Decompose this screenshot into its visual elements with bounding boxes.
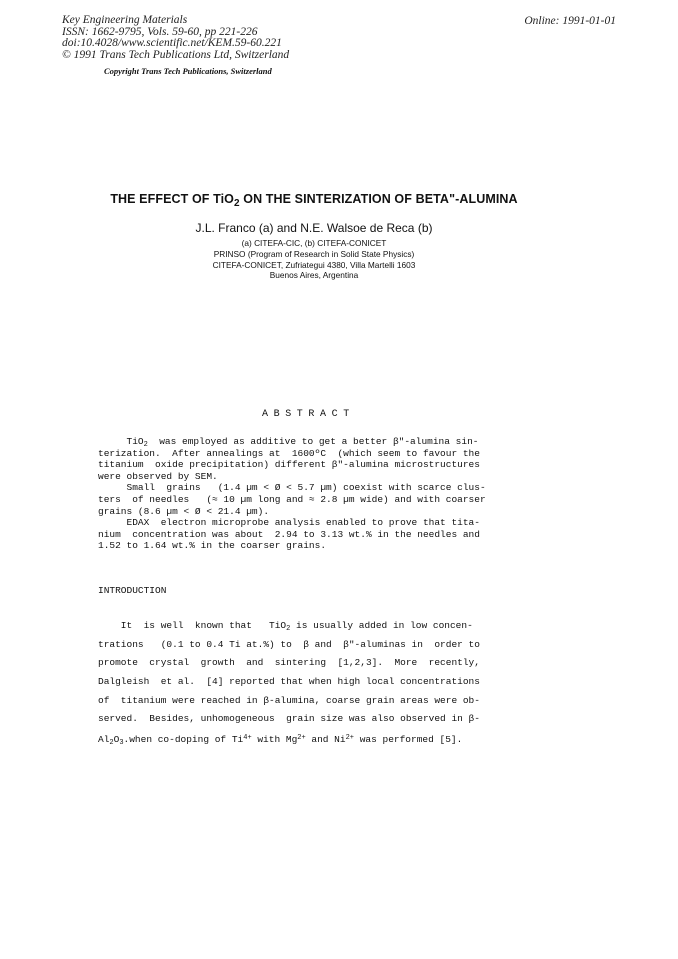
intro-line: promote crystal growth and sintering [1,2,3]. More recently, — [98, 657, 480, 669]
intro-line: Dalgleish et al. [4] reported that when high local concentrations — [98, 676, 480, 688]
copyright-line: © 1991 Trans Tech Publications Ltd, Switzerland — [62, 48, 290, 61]
abstract-line: ters of needles (≈ 10 µm long and ≈ 2.8 µm wide) and with coarser — [98, 493, 486, 505]
introduction-body — [98, 617, 480, 748]
intro-line: served. Besides, unhomogeneous grain size was also observed in β- — [98, 713, 480, 725]
intro-line: trations (0.1 to 0.4 Ti at.%) to β and β"-aluminas in order to — [98, 638, 480, 650]
abstract-line: nium concentration was about 2.94 to 3.13 wt.% in the needles and — [98, 528, 480, 540]
abstract-line: titanium oxide precipitation) different β"-alumina microstructures — [98, 459, 480, 471]
doi-line[interactable]: doi:10.4028/www.scientific.net/KEM.59-60.221 — [62, 37, 282, 49]
affiliation-line: CITEFA-CONICET, Zufriategui 4380, Villa Martelli 1603 — [212, 259, 416, 270]
introduction-heading: INTRODUCTION — [98, 585, 167, 596]
paper-title: THE EFFECT OF TiO$_2$ ON THE SINTERIZATION OF BETA"-ALUMINA — [110, 192, 518, 209]
abstract-heading: ABSTRACT — [262, 409, 355, 420]
abstract-line: Small grains (1.4 µm < Ø < 5.7 µm) coexist with scarce clus- — [98, 482, 486, 494]
intro-line: $Al_2O_3.when$ co-doping of $Ti^{4+}$ with $Mg^{2+}$ and $Ni^{2+}$ was performed [5]. — [98, 734, 463, 748]
affiliation-line: (a) CITEFA-CIC, (b) CITEFA-CONICET — [241, 238, 387, 248]
abstract-body — [98, 436, 486, 552]
journal-header — [62, 15, 289, 61]
abstract-line: grains (8.6 µm < Ø < 21.4 µm). — [98, 505, 270, 517]
abstract-line: were observed by SEM. — [98, 470, 218, 482]
affiliation-line: PRINSO (Program of Research in Solid State Physics) — [213, 248, 415, 259]
affiliation-line: Buenos Aires, Argentina — [269, 270, 359, 281]
authors: J.L. Franco (a) and N.E. Walsoe de Reca (b) — [195, 221, 433, 235]
issn-line: ISSN: 1662-9795, Vols. 59-60, pp 221-226 — [62, 25, 258, 38]
online-date: Online: 1991-01-01 — [524, 15, 616, 27]
intro-line: It is well known that TiO$_2$ is usually added in low concen- — [98, 620, 473, 633]
abstract-line: 1.52 to 1.64 wt.% in the coarser grains. — [98, 540, 327, 552]
copyright-notice: Copyright Trans Tech Publications, Switzerland — [104, 66, 272, 76]
intro-line: of titanium were reached in β-alumina, coarse grain areas were ob- — [98, 694, 480, 706]
abstract-line: TiO$_2$ was employed as additive to get a better β"-alumina sin- — [98, 436, 479, 449]
journal-name: Key Engineering Materials — [62, 14, 188, 26]
abstract-line: terization. After annealings at 1600ºC (which seem to favour the — [98, 447, 480, 459]
abstract-line: EDAX electron microprobe analysis enabled to prove that tita- — [98, 517, 480, 529]
affiliations — [0, 238, 628, 281]
